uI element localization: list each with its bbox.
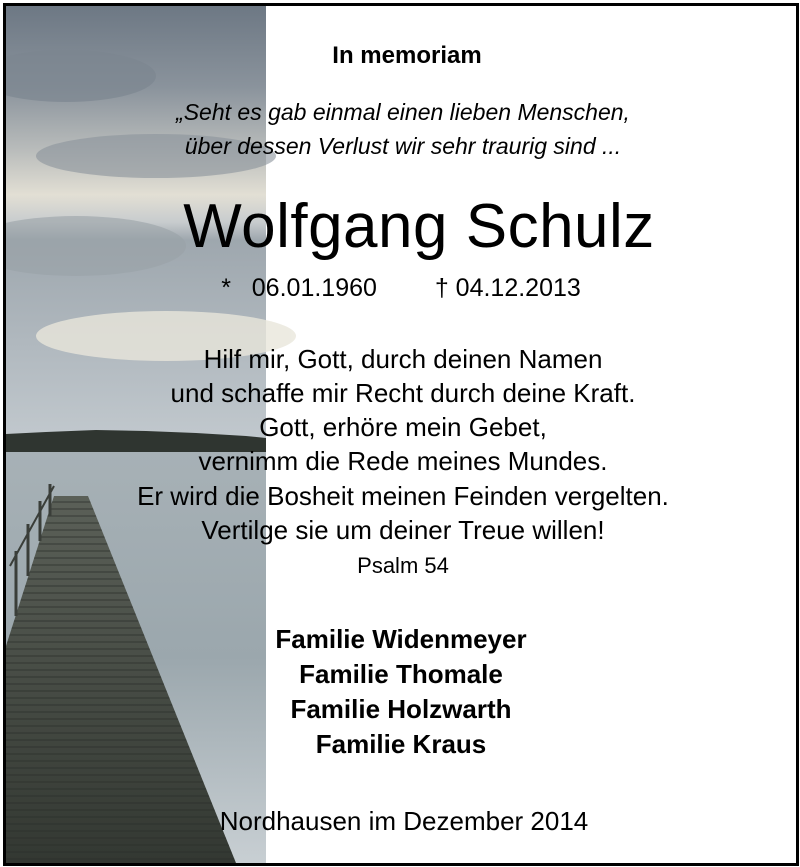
birth-date: 06.01.1960 [251,274,377,302]
family-name: Familie Widenmeyer [275,624,527,654]
verse-line: Hilf mir, Gott, durch deinen Namen [203,344,603,374]
family-name: Familie Holzwarth [290,694,512,724]
verse-line: und schaffe mir Recht durch deine Kraft. [170,378,636,408]
verse-line: Vertilge sie um deiner Treue willen! [201,515,605,545]
family-name: Familie Kraus [315,729,487,759]
quote-line: „Seht es gab einmal einen lieben Menschen, [176,99,630,125]
quote-line: über dessen Verlust wir sehr traurig sind ... [184,133,622,159]
verse-line: Gott, erhöre mein Gebet, [259,412,547,442]
obituary-notice [3,3,799,866]
birth-symbol: * [221,274,231,302]
life-dates [6,274,796,303]
place-date: Nordhausen im Dezember 2014 [219,806,589,836]
family-name: Familie Thomale [299,659,503,689]
notice-text [6,6,796,863]
death-symbol: † [434,274,449,302]
verse-line: Er wird die Bosheit meinen Feinden vergelten. [137,481,669,511]
verse-source: Psalm 54 [357,553,449,578]
deceased-name: Wolfgang Schulz [183,192,655,261]
notice-heading: In memoriam [332,42,482,69]
death-date: 04.12.2013 [455,274,581,302]
verse-line: vernimm die Rede meines Mundes. [198,446,608,476]
